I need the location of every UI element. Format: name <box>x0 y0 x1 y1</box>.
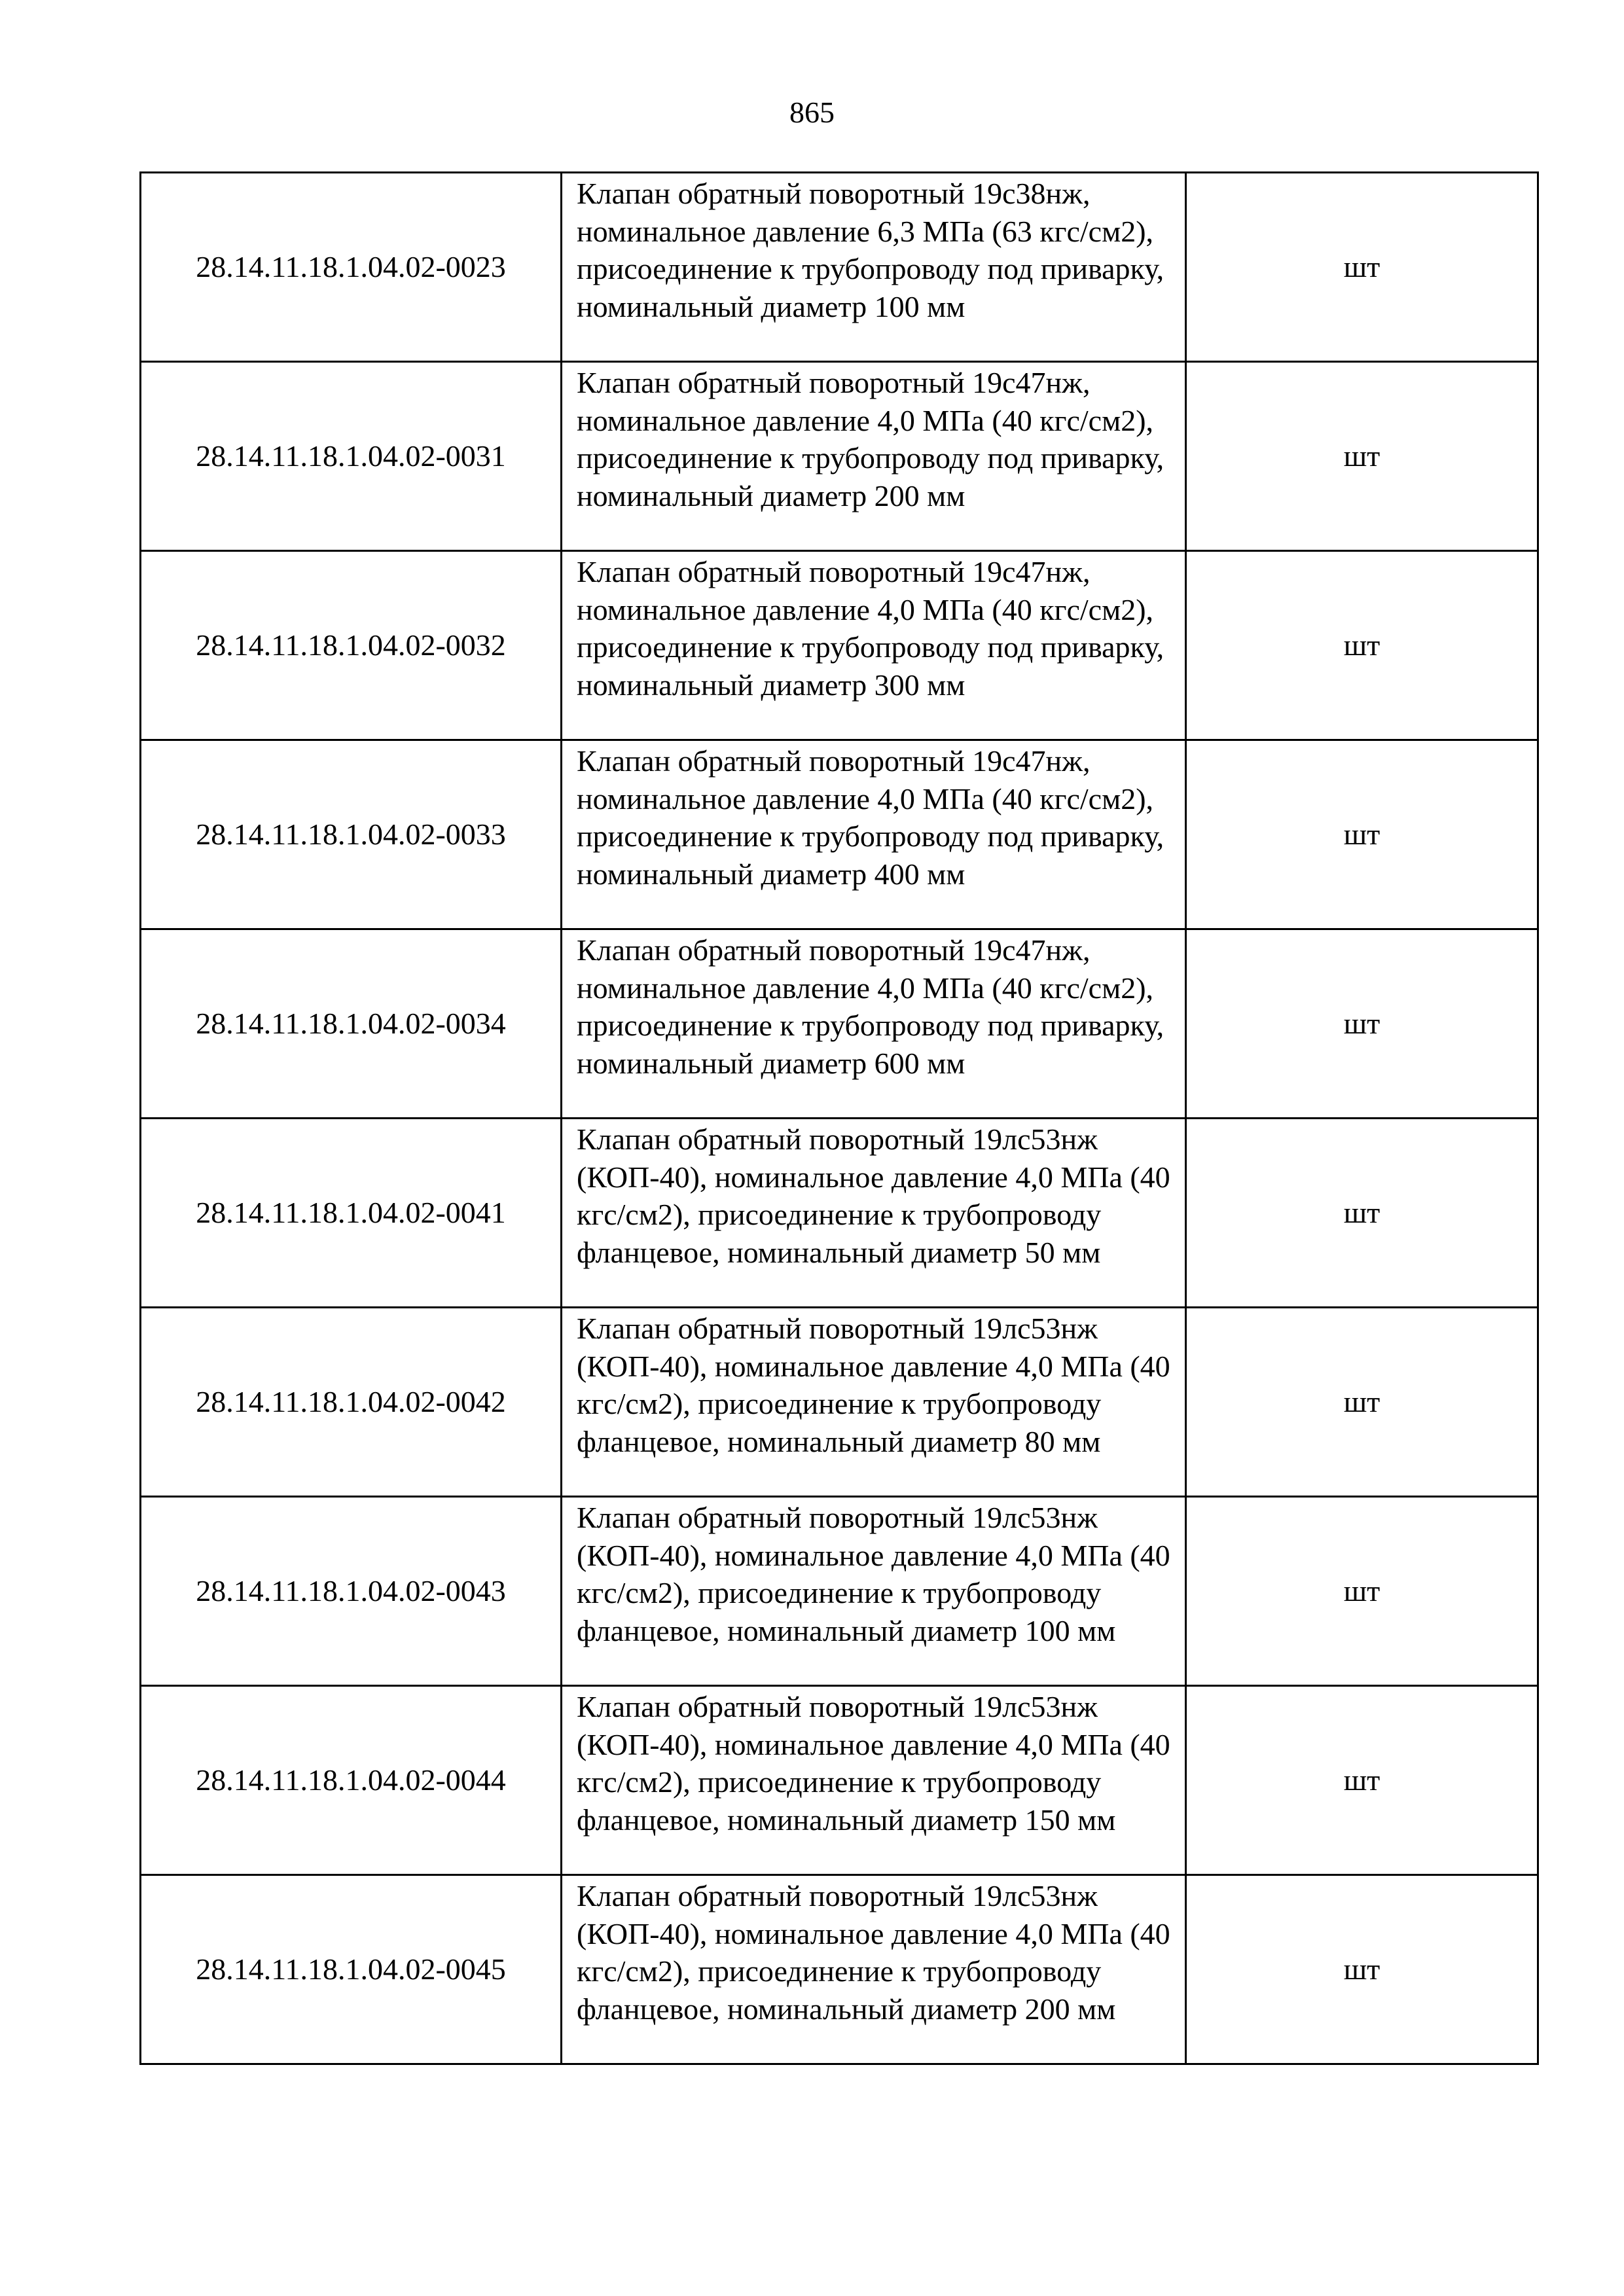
resource-code-cell: 28.14.11.18.1.04.02-0023 <box>141 173 562 362</box>
resource-code-cell: 28.14.11.18.1.04.02-0044 <box>141 1686 562 1875</box>
resource-name-cell: Клапан обратный поворотный 19лс53нж (КОП-40), номинальное давление 4,0 МПа (40 кгс/см2), присоединение к трубопроводу фланцевое, номинальный диаметр 200 мм <box>562 1875 1186 2064</box>
table-row <box>141 1686 1538 1875</box>
resource-name-cell: Клапан обратный поворотный 19лс53нж (КОП-40), номинальное давление 4,0 МПа (40 кгс/см2), присоединение к трубопроводу фланцевое, номинальный диаметр 150 мм <box>562 1686 1186 1875</box>
table-row <box>141 173 1538 362</box>
table-row <box>141 1875 1538 2064</box>
resource-name-cell: Клапан обратный поворотный 19с38нж, номинальное давление 6,3 МПа (63 кгс/см2), присоединение к трубопроводу под приварку, номинальный диаметр 100 мм <box>562 173 1186 362</box>
table-row <box>141 1308 1538 1497</box>
unit-cell: шт <box>1186 1875 1538 2064</box>
resource-name-cell: Клапан обратный поворотный 19лс53нж (КОП-40), номинальное давление 4,0 МПа (40 кгс/см2), присоединение к трубопроводу фланцевое, номинальный диаметр 50 мм <box>562 1119 1186 1308</box>
unit-cell: шт <box>1186 173 1538 362</box>
unit-cell: шт <box>1186 551 1538 740</box>
resource-code-cell: 28.14.11.18.1.04.02-0031 <box>141 362 562 551</box>
resource-name-cell: Клапан обратный поворотный 19с47нж, номинальное давление 4,0 МПа (40 кгс/см2), присоединение к трубопроводу под приварку, номинальный диаметр 200 мм <box>562 362 1186 551</box>
resource-table <box>139 171 1539 2065</box>
resource-name-cell: Клапан обратный поворотный 19с47нж, номинальное давление 4,0 МПа (40 кгс/см2), присоединение к трубопроводу под приварку, номинальный диаметр 600 мм <box>562 929 1186 1119</box>
resource-name-cell: Клапан обратный поворотный 19с47нж, номинальное давление 4,0 МПа (40 кгс/см2), присоединение к трубопроводу под приварку, номинальный диаметр 400 мм <box>562 740 1186 929</box>
unit-cell: шт <box>1186 1119 1538 1308</box>
table-row <box>141 929 1538 1119</box>
table-row <box>141 362 1538 551</box>
resource-code-cell: 28.14.11.18.1.04.02-0034 <box>141 929 562 1119</box>
resource-code-cell: 28.14.11.18.1.04.02-0042 <box>141 1308 562 1497</box>
resource-code-cell: 28.14.11.18.1.04.02-0045 <box>141 1875 562 2064</box>
page-number: 865 <box>789 96 835 129</box>
table-row <box>141 1119 1538 1308</box>
unit-cell: шт <box>1186 929 1538 1119</box>
resource-code-cell: 28.14.11.18.1.04.02-0033 <box>141 740 562 929</box>
table-row <box>141 1497 1538 1686</box>
resource-name-cell: Клапан обратный поворотный 19с47нж, номинальное давление 4,0 МПа (40 кгс/см2), присоединение к трубопроводу под приварку, номинальный диаметр 300 мм <box>562 551 1186 740</box>
unit-cell: шт <box>1186 1497 1538 1686</box>
unit-cell: шт <box>1186 1308 1538 1497</box>
unit-cell: шт <box>1186 740 1538 929</box>
unit-cell: шт <box>1186 1686 1538 1875</box>
table-row <box>141 551 1538 740</box>
resource-code-cell: 28.14.11.18.1.04.02-0032 <box>141 551 562 740</box>
resource-name-cell: Клапан обратный поворотный 19лс53нж (КОП-40), номинальное давление 4,0 МПа (40 кгс/см2), присоединение к трубопроводу фланцевое, номинальный диаметр 80 мм <box>562 1308 1186 1497</box>
resource-name-cell: Клапан обратный поворотный 19лс53нж (КОП-40), номинальное давление 4,0 МПа (40 кгс/см2), присоединение к трубопроводу фланцевое, номинальный диаметр 100 мм <box>562 1497 1186 1686</box>
resource-code-cell: 28.14.11.18.1.04.02-0043 <box>141 1497 562 1686</box>
table-row <box>141 740 1538 929</box>
resource-code-cell: 28.14.11.18.1.04.02-0041 <box>141 1119 562 1308</box>
unit-cell: шт <box>1186 362 1538 551</box>
